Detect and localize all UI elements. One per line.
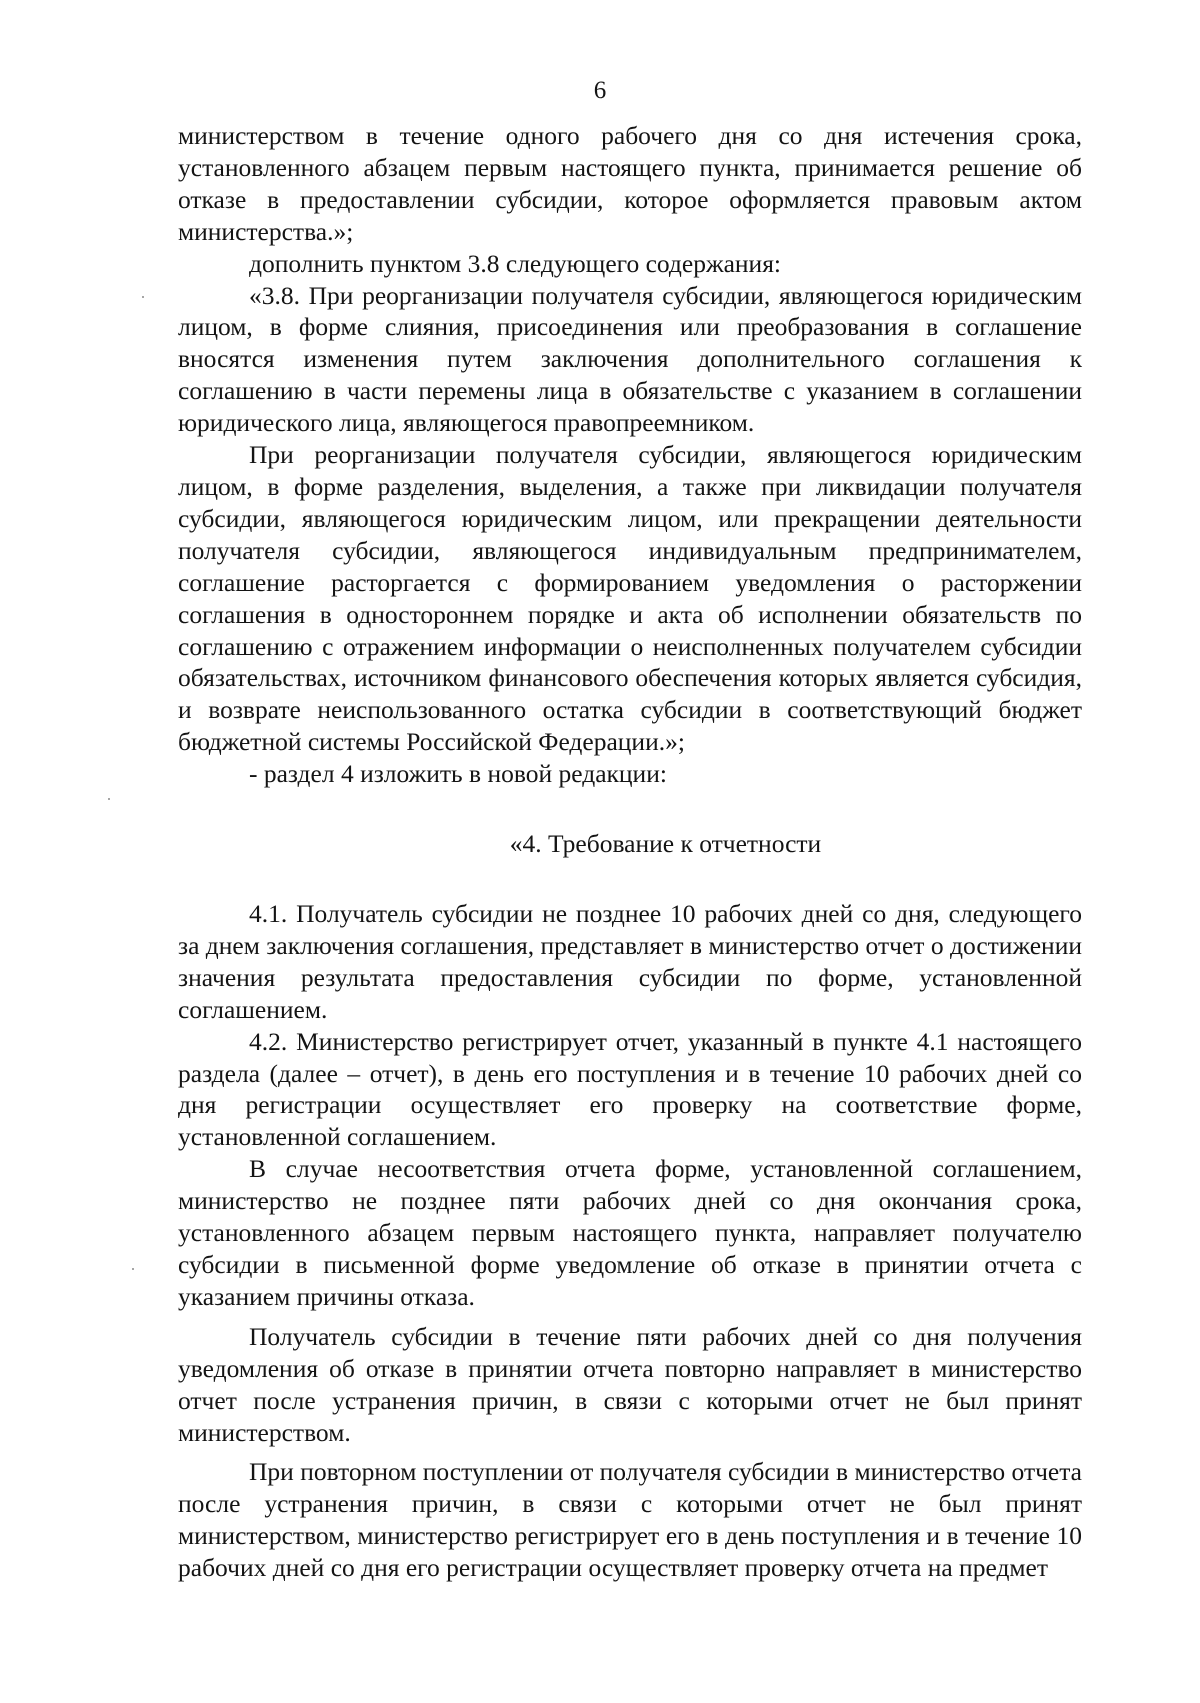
paragraph-3-8: «3.8. При реорганизации получателя субсидии, являющегося юридическим лицом, в форме слияния, присоединения или преобразования в соглашение вносятся изменения путем заключения дополнительного соглашения к соглашению в части перемены лица в обязательстве с указанием в соглашении юридического лица, являющегося правопреемником. bbox=[178, 280, 1082, 438]
paragraph-repeat-receipt: При повторном поступлении от получателя субсидии в министерство отчета после устранения причин, в связи с которыми отчет не был принят министерством, министерство регистрирует его в день поступления и в течение 10 рабочих дней со дня его регистрации осуществляет проверку отчета на предмет bbox=[178, 1457, 1082, 1583]
paragraph-resubmission: Получатель субсидии в течение пяти рабочих дней со дня получения уведомления об отказе в принятии отчета повторно направляет в министерство отчет после устранения причин, в связи с которыми отчет не был принят министерством. bbox=[178, 1321, 1082, 1447]
paragraph-nonconformity: В случае несоответствия отчета форме, установленной соглашением, министерство не позднее пяти рабочих дней со дня окончания срока, установленного абзацем первым настоящего пункта, направляет получателю субсидии в письменной форме уведомление об отказе в принятии отчета с указанием причины отказа. bbox=[178, 1154, 1082, 1311]
page-number: 6 bbox=[593, 77, 607, 104]
document-body bbox=[178, 120, 1082, 1584]
paragraph-4-1: 4.1. Получатель субсидии не позднее 10 рабочих дней со дня, следующего за днем заключения соглашения, представляет в министерство отчет о достижении значения результата предоставления субсидии по форме, установленной соглашением. bbox=[178, 899, 1082, 1024]
paragraph-continuation: министерством в течение одного рабочего дня со дня истечения срока, установленного абзацем первым настоящего пункта, принимается решение об отказе в предоставлении субсидии, которое оформляется правовым актом министерства.»; bbox=[178, 121, 1082, 246]
paragraph-reorganization: При реорганизации получателя субсидии, являющегося юридическим лицом, в форме разделения, выделения, а также при ликвидации получателя субсидии, являющегося юридическим лицом, или прекращении деятельности получателя субсидии, являющегося индивидуальным предпринимателем, соглашение расторгается с формированием уведомления о расторжении соглашения в одностороннем порядке и акта об исполнении обязательств по соглашению с отражением информации о неисполненных получателем субсидии обязательствах, источником финансового обеспечения которых является субсидия, и возврате неиспользованного остатка субсидии в соответствующий бюджет бюджетной системы Российской Федерации.»; bbox=[178, 440, 1082, 757]
paragraph-amendment-3-8-intro: дополнить пунктом 3.8 следующего содержания: bbox=[249, 248, 782, 278]
paragraph-section-4-intro: - раздел 4 изложить в новой редакции: bbox=[249, 759, 667, 789]
section-heading: «4. Требование к отчетности bbox=[509, 829, 822, 859]
paragraph-4-2: 4.2. Министерство регистрирует отчет, указанный в пункте 4.1 настоящего раздела (далее – отчет), в день его поступления и в течение 10 рабочих дней со дня регистрации осуществляет его проверку на соответствие форме, установленной соглашением. bbox=[178, 1026, 1082, 1152]
scan-speck bbox=[132, 1268, 134, 1270]
scan-speck bbox=[108, 798, 110, 800]
scan-speck bbox=[142, 296, 144, 298]
